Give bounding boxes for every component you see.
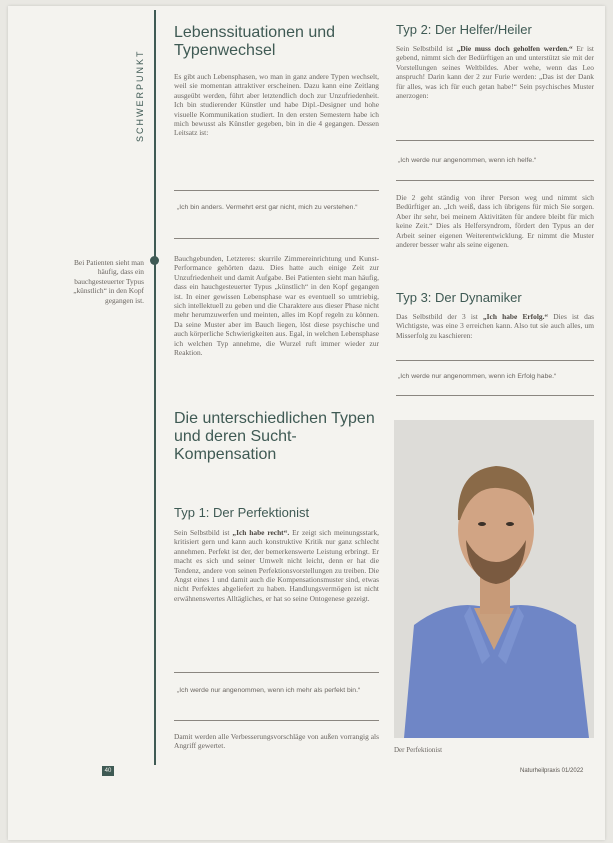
pull-quote-1: „Ich bin anders. Vermehrt erst gar nicht, mich zu verstehen.“ <box>177 204 358 211</box>
typ3-heading: Typ 3: Der Dynamiker <box>396 290 522 305</box>
typ1-paragraph: Sein Selbstbild ist „Ich habe recht“. Er zeigt sich meinungsstark, kritisiert gern und kann auch konstruktive Kritik nur ganz schlecht annehmen. Perfekt ist der, der bemerkenswerte Leistung erbringt. Er macht es sich und seiner Umwelt nicht leicht, denn er hat die Tendenz, andere von seinen Perfektionsvorstellungen zu treiben. Die Angst eines 1 und damit auch die Kompensationsmuster sind, etwas nicht Perfektes abgeliefert zu haben. Handlungsvermögen ist nicht erwähnenswertes Alltägliches, er hat so seine Ontogenese gezeigt. <box>174 528 379 603</box>
quote3-rule-bottom <box>396 180 594 181</box>
quote2-rule-bottom <box>174 720 379 721</box>
quote4-rule-bottom <box>396 395 594 396</box>
quote4-rule-top <box>396 360 594 361</box>
section-divider-line <box>154 10 156 765</box>
article-title: Lebenssituationen und Typenwechsel <box>174 24 336 59</box>
quote2-rule-top <box>174 672 379 673</box>
quote-rule-bottom <box>174 238 379 239</box>
photo-caption: Der Perfektionist <box>394 746 443 754</box>
divider-dot <box>150 256 159 265</box>
body-paragraph-2: Bauchgebunden, Letzteres: skurrile Zimmereinrichtung und Kunst-Performance gehörten dazu. Dies hatte auch einige Zeit zur Unzufriedenheit und damit Aufgabe. Bei Patienten sieht man häufig, dass ein hauchgesteuerter Typus „künstlich“ in den Kopf gegangen ist. In einer gewissen Lebensphase war es eventuell so umtriebig, sich intellektuell zu geben und die Charaktere aus dieser Phase nicht mehr herumzuwerfen und meinten, alles im Kopf regeln zu können. Da seine Muster aber im Bauch liegen, löst diese psychische und auch körperliche Schwierigkeiten aus. Egal, in welchen Lebensphase ich welchen Typ annehme, die Wurzel ruft immer wieder zur Reaktion. <box>174 254 379 358</box>
typ2-heading: Typ 2: Der Helfer/Heiler <box>396 22 532 37</box>
body-paragraph-3: Damit werden alle Verbesserungsvorschläge von außen vorrangig als Angriff gewertet. <box>174 732 379 751</box>
typ2-paragraph: Sein Selbstbild ist „Die muss doch geholfen werden.“ Er ist gebend, nimmt sich der Bedürftigen an und unterstützt sie mit der Vorstellungen seines Weltbildes. Aber wehe, wenn das Leo anspruch! Darin kann der 2 zur Furie werden: „Das ist der Dank für alles, was ich für euch getan habe!“ Sein psychisches Muster anerzogen: <box>396 44 594 101</box>
section-heading-types: Die unterschiedlichen Typen und deren Sucht-Kompensation <box>174 410 375 463</box>
quote3-rule-top <box>396 140 594 141</box>
pull-quote-2: „Ich werde nur angenommen, wenn ich mehr als perfekt bin.“ <box>177 687 361 694</box>
side-note: Bei Patienten sieht man häufig, dass ein bauchgesteuerter Typus „künstlich“ in den Kopf gegangen ist. <box>73 258 144 305</box>
typ2-paragraph-2: Die 2 geht ständig von ihrer Person weg und nimmt sich Bedürftiger an. „Ich weiß, dass ich übrigens für mich Sie sorgen. Aber ihr sehr, bei meinem Aktivitäten für andere bleibt für mich keine Zeit.“ Dies als Helfersyndrom, fördert den Typus an der Arbeit seiner eigenen Weiterentwicklung. Er nimmt die Muster anderer besser wahr als seine eigenen. <box>396 193 594 250</box>
pull-quote-3: „Ich werde nur angenommen, wenn ich helfe.“ <box>398 157 537 164</box>
footer-publication: Naturheilpraxis 01/2022 <box>520 768 584 774</box>
typ3-paragraph: Das Selbstbild der 3 ist „Ich habe Erfolg.“ Dies ist das Wichtigste, was eine 3 erreichen kann. Also tut sie auch alles, um Misserfolg zu kaschieren: <box>396 312 594 340</box>
portrait-photo <box>394 420 594 738</box>
typ1-heading: Typ 1: Der Perfektionist <box>174 505 310 520</box>
page-number: 40 <box>102 766 114 776</box>
quote-rule-top <box>174 190 379 191</box>
intro-paragraph: Es gibt auch Lebensphasen, wo man in ganz andere Typen wechselt, weil sie momentan attraktiver erscheinen. Dazu kann eine Zeitlang ausgeübt werden, führt aber letztendlich doch zur Unzufriedenheit. Ich bin studierender Künstler und habe Dipl.-Designer und hohe visuelle Kommunikation studiert. In den ersten Semestern habe ich mich bewusst als Künstler gegeben, bin in die 4 gegangen. Dessen Leitsatz ist: <box>174 72 379 138</box>
section-label: SCHWERPUNKT <box>135 49 145 142</box>
pull-quote-4: „Ich werde nur angenommen, wenn ich Erfolg habe.“ <box>398 373 557 380</box>
portrait-illustration <box>394 420 594 738</box>
